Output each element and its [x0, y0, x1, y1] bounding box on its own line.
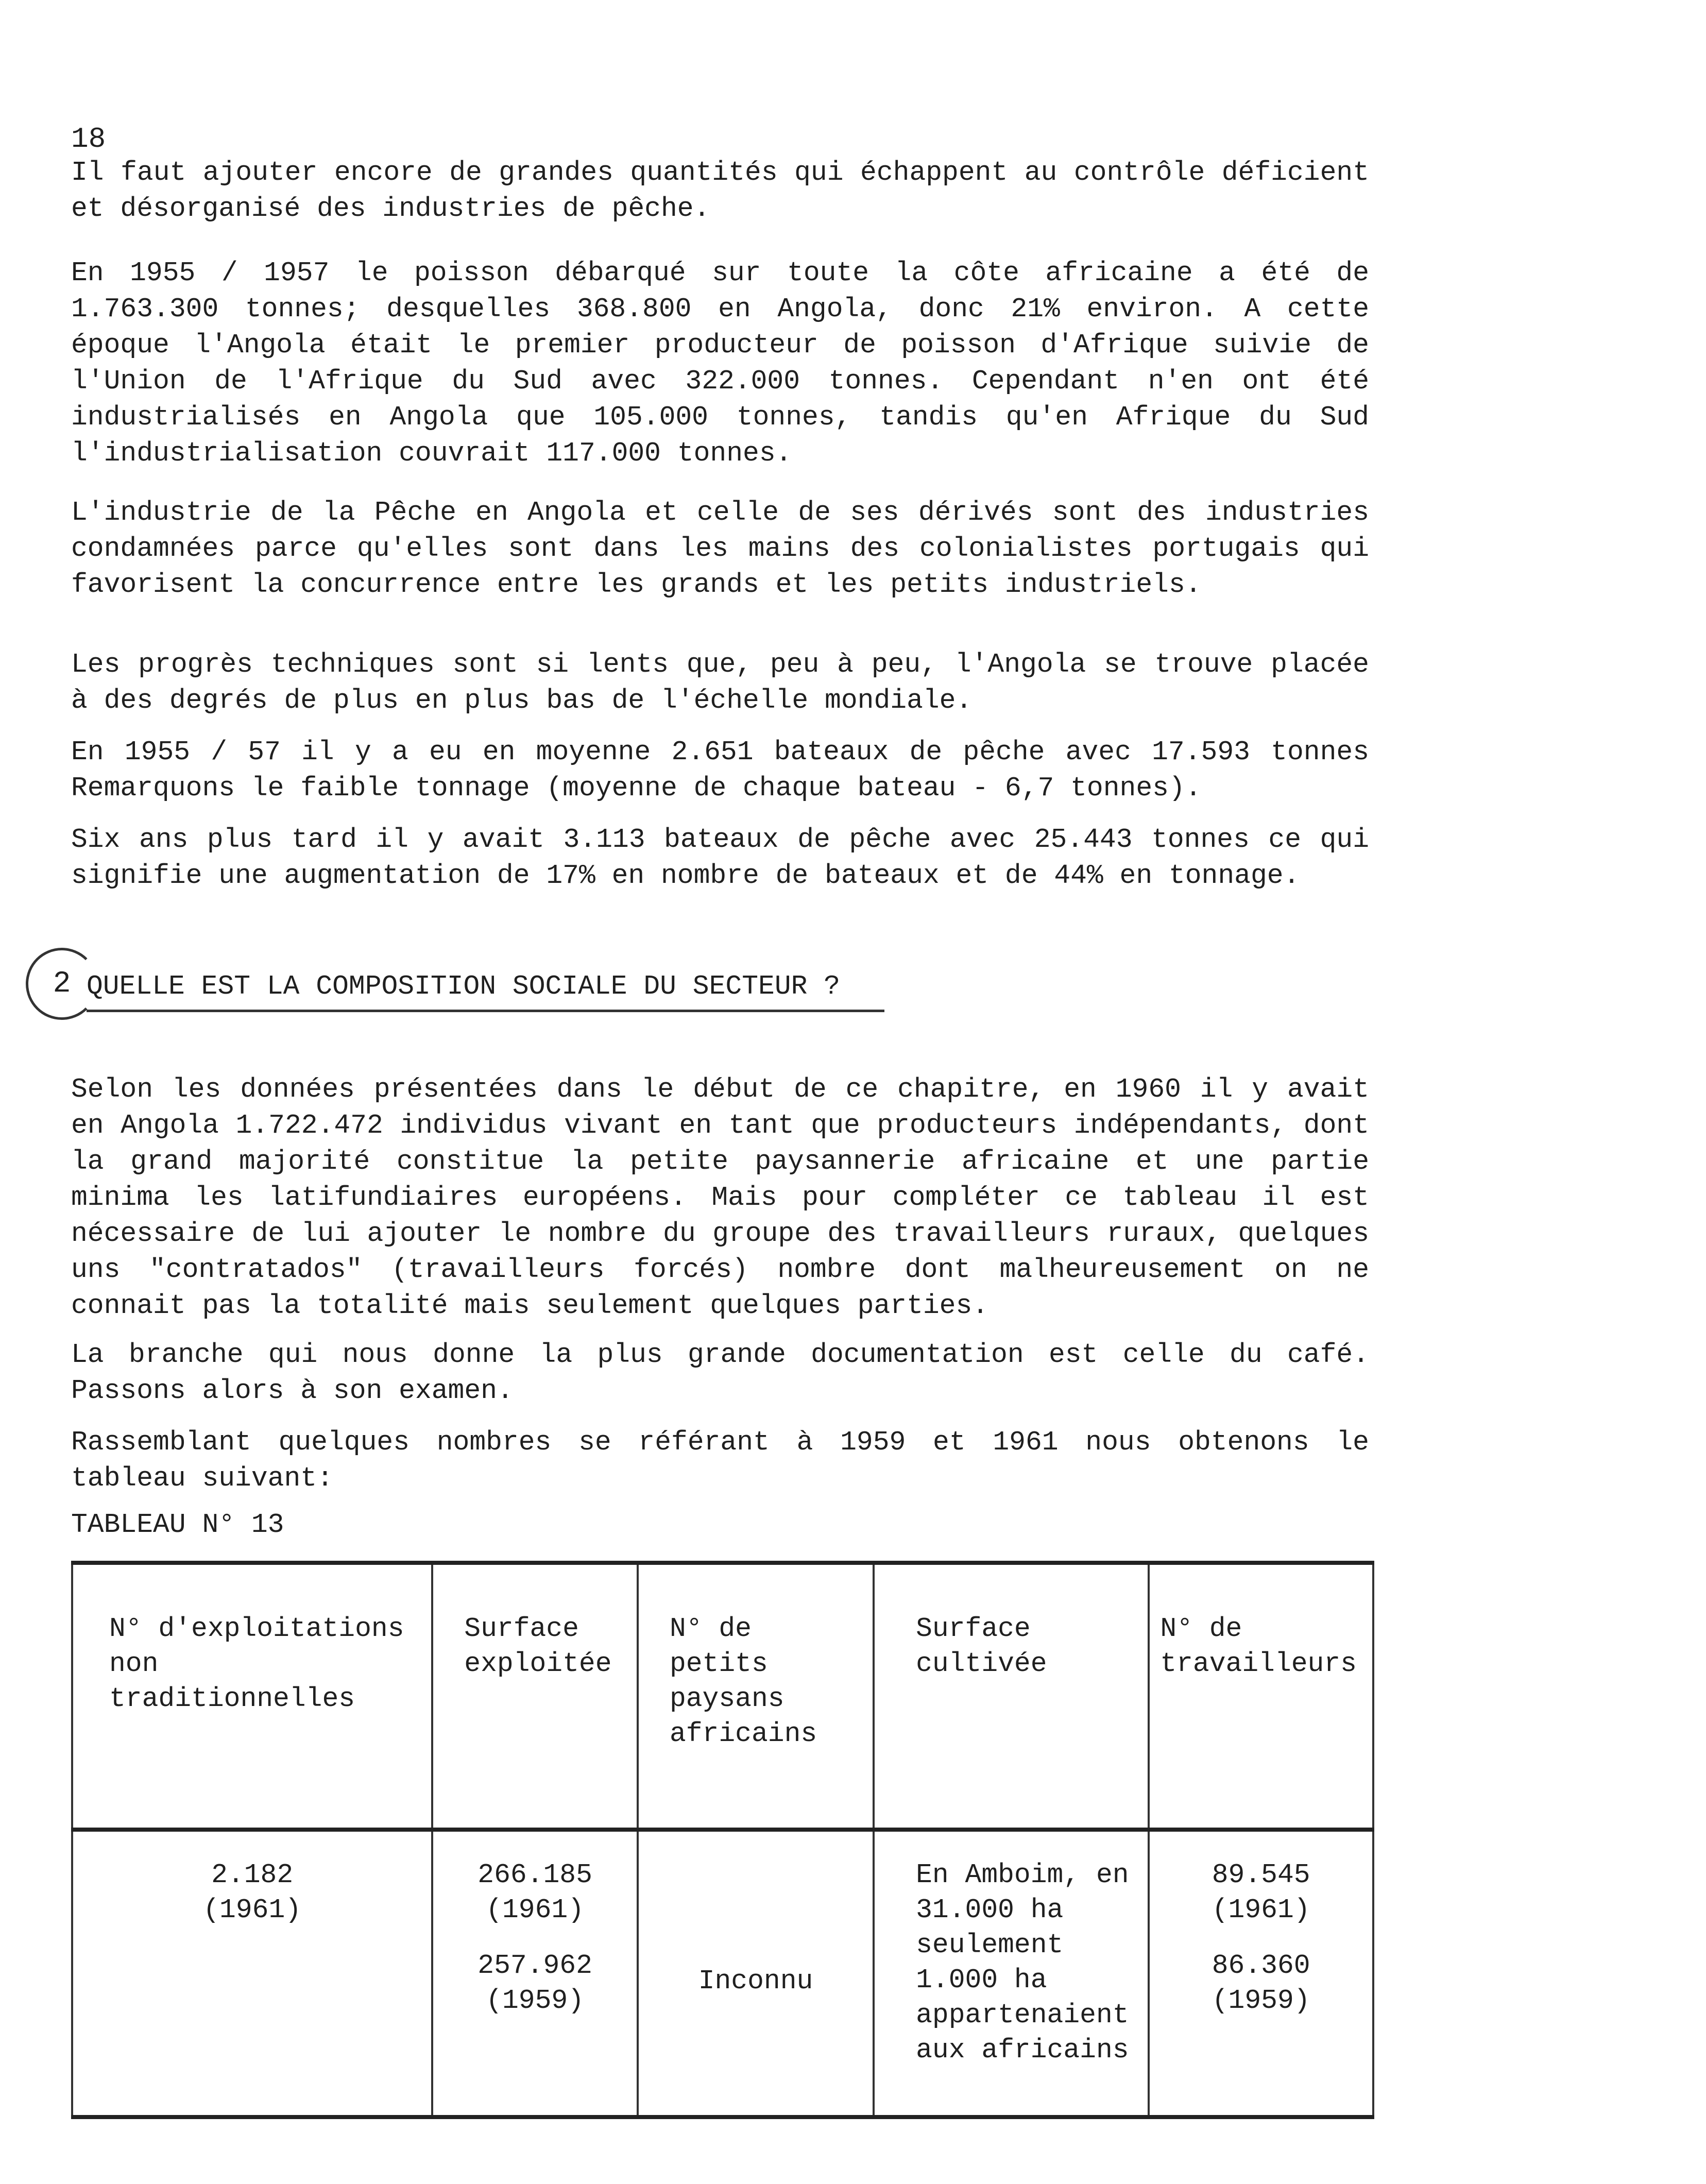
surface-1961-year: (1961) [486, 1895, 585, 1925]
table-header-row [72, 1563, 1373, 1830]
header-exploitations: N° d'exploitations non traditionnelles [72, 1563, 432, 1830]
travailleurs-1959-value: 86.360 [1212, 1950, 1310, 1981]
page-number: 18 [71, 123, 106, 156]
paragraph-boats-1955: En 1955 / 57 il y a eu en moyenne 2.651 bateaux de pêche avec 17.593 tonnes Remarquons le faible tonnage (moyenne de chaque bateau - 6,7 tonnes). [71, 737, 1369, 804]
exploitations-value: 2.182 [211, 1859, 294, 1890]
header-travailleurs: N° de travailleurs [1149, 1563, 1373, 1830]
section-heading: QUELLE EST LA COMPOSITION SOCIALE DU SECTEUR ? [87, 968, 884, 1012]
paragraph-fish-landed: En 1955 / 1957 le poisson débarqué sur toute la côte africaine a été de 1.763.300 tonnes; desquelles 368.800 en Angola, donc 21% environ. A cette époque l'Angola était le premier producteur de poisson d'Afrique suivie de l'Union de l'Afrique du Sud avec 322.000 tonnes. Cependant n'en ont été industrialisés en Angola que 105.000 tonnes, tandis qu'en Afrique du Sud l'industrialisation couvrait 117.000 tonnes. [71, 258, 1369, 469]
paragraph-fishing-industry: L'industrie de la Pêche en Angola et celle de ses dérivés sont des industries condamnées parce qu'elles sont dans les mains des colonialistes portugais qui favorisent la concurrence entre les grands et les petits industriels. [71, 497, 1369, 600]
surface-1959-year: (1959) [486, 1985, 585, 2016]
travailleurs-1959-year: (1959) [1212, 1985, 1310, 2016]
paragraph-technical-progress: Les progrès techniques sont si lents que, peu à peu, l'Angola se trouve placée à des degrés de plus en plus bas de l'échelle mondiale. [71, 649, 1369, 716]
header-surface-exploitee: Surface exploitée [432, 1563, 638, 1830]
paragraph-social-composition: Selon les données présentées dans le début de ce chapitre, en 1960 il y avait en Angola 1.722.472 individus vivant en tant que producteurs indépendants, dont la grand majorité constitue la petite paysannerie africaine et une partie minima les latifundiaires européens. Mais pour compléter ce tableau il est nécessaire de lui ajouter le nombre du groupe des travailleurs ruraux, quelques uns "contratados" (travailleurs forcés) nombre dont malheureusement on ne connait pas la totalité mais seulement quelques parties. [71, 1074, 1369, 1321]
cell-surface-cultivee: En Amboim, en 31.000 ha seulement 1.000 ha appartenaient aux africains [874, 1830, 1149, 2117]
table-label: TABLEAU N° 13 [71, 1509, 284, 1540]
header-surface-cultivee: Surface cultivée [874, 1563, 1149, 1830]
surface-1959-value: 257.962 [477, 1950, 592, 1981]
paragraph-table-intro: Rassemblant quelques nombres se référant à 1959 et 1961 nous obtenons le tableau suivant: [71, 1427, 1369, 1494]
surface-1961-value: 266.185 [477, 1859, 592, 1890]
travailleurs-1961-year: (1961) [1212, 1895, 1310, 1925]
section-number: 2 [26, 948, 98, 1020]
cell-travailleurs [1149, 1830, 1373, 2117]
travailleurs-1961-value: 89.545 [1212, 1859, 1310, 1890]
header-petits-paysans: N° de petits paysans africains [638, 1563, 874, 1830]
table-row [72, 1830, 1373, 2117]
cell-petits-paysans: Inconnu [638, 1830, 874, 2117]
data-table [71, 1561, 1374, 2119]
exploitations-year: (1961) [203, 1895, 302, 1925]
cell-surface-exploitee [432, 1830, 638, 2117]
cell-exploitations [72, 1830, 432, 2117]
paragraph-coffee-branch: La branche qui nous donne la plus grande documentation est celle du café. Passons alors à son examen. [71, 1339, 1369, 1406]
paragraph-fishing-control: Il faut ajouter encore de grandes quantités qui échappent au contrôle déficient et désorganisé des industries de pêche. [71, 157, 1369, 224]
paragraph-boats-six-years: Six ans plus tard il y avait 3.113 bateaux de pêche avec 25.443 tonnes ce qui signifie une augmentation de 17% en nombre de bateaux et de 44% en tonnage. [71, 824, 1369, 891]
